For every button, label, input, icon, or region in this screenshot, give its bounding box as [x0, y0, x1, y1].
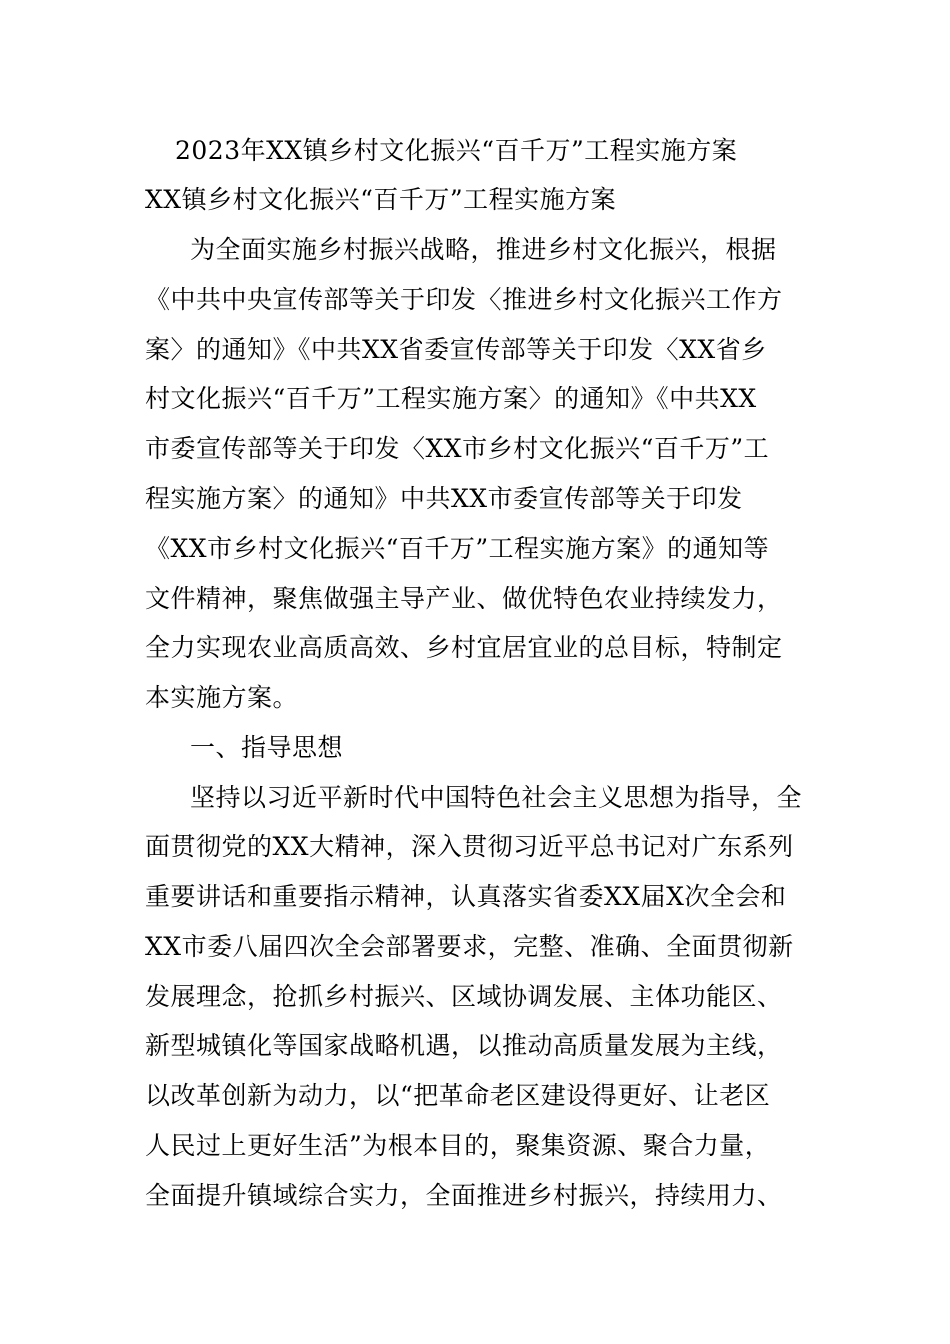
paragraph-line: 案〉的通知》《中共XX省委宣传部等关于印发〈XX省乡 — [145, 335, 767, 364]
paragraph-line: 全力实现农业高质高效、乡村宜居宜业的总目标，特制定 — [145, 633, 783, 662]
paragraph-line: 程实施方案〉的通知》中共XX市委宣传部等关于印发 — [145, 484, 743, 513]
paragraph-line: XX市委八届四次全会部署要求，完整、准确、全面贯彻新 — [145, 932, 794, 961]
paragraph-line: 面贯彻党的XX大精神，深入贯彻习近平总书记对广东系列 — [145, 832, 794, 861]
paragraph-line: 重要讲话和重要指示精神，认真落实省委XX届X次全会和 — [145, 882, 787, 911]
paragraph-line: 《中共中央宣传部等关于印发〈推进乡村文化振兴工作方 — [145, 285, 783, 314]
paragraph-line: 坚持以习近平新时代中国特色社会主义思想为指导，全 — [190, 783, 803, 812]
paragraph-line: 文件精神，聚焦做强主导产业、做优特色农业持续发力， — [145, 584, 783, 613]
document-subtitle: XX镇乡村文化振兴“百千万”工程实施方案 — [145, 185, 617, 214]
paragraph-line: 新型城镇化等国家战略机遇，以推动高质量发展为主线， — [145, 1031, 783, 1060]
section-heading: 一、指导思想 — [190, 733, 344, 762]
paragraph-line: 市委宣传部等关于印发〈XX市乡村文化振兴“百千万”工 — [145, 434, 770, 463]
paragraph-line: 以改革创新为动力，以“把革命老区建设得更好、让老区 — [145, 1081, 771, 1110]
paragraph-line: 为全面实施乡村振兴战略，推进乡村文化振兴，根据 — [190, 235, 777, 264]
paragraph-line: 村文化振兴“百千万”工程实施方案〉的通知》《中共XX — [145, 384, 757, 413]
paragraph-line: 发展理念，抢抓乡村振兴、区域协调发展、主体功能区、 — [145, 982, 783, 1011]
paragraph-line: 人民过上更好生活”为根本目的，聚集资源、聚合力量， — [145, 1131, 771, 1160]
document-title: 2023年XX镇乡村文化振兴“百千万”工程实施方案 — [175, 136, 738, 165]
paragraph-line: 全面提升镇域综合实力，全面推进乡村振兴，持续用力、 — [145, 1181, 783, 1210]
paragraph-line: 本实施方案。 — [145, 683, 299, 712]
paragraph-line: 《XX市乡村文化振兴“百千万”工程实施方案》的通知等 — [145, 534, 770, 563]
